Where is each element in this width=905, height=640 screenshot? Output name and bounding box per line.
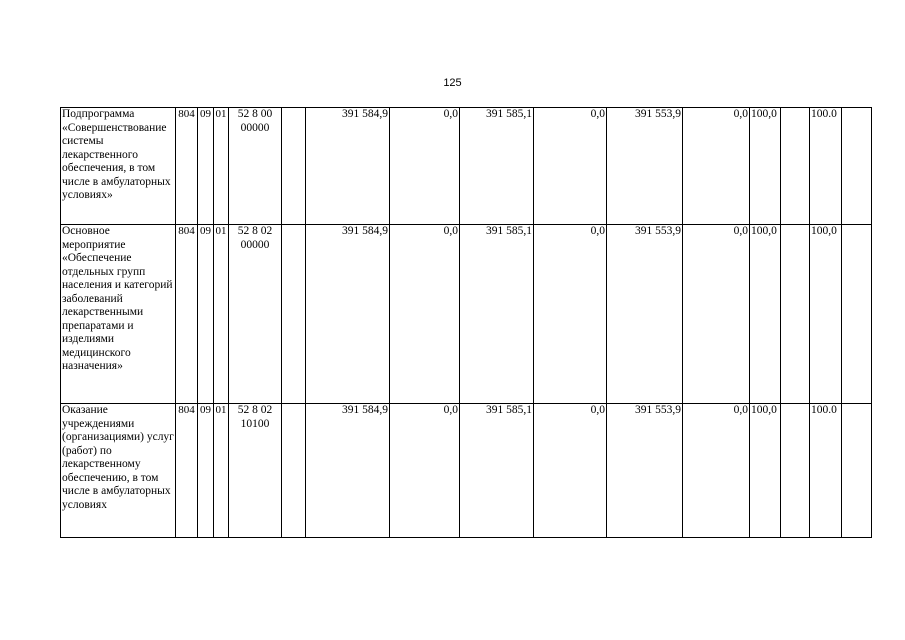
executed-amount: 391 553,9	[607, 108, 683, 225]
refined-subvention: 0,0	[534, 108, 607, 225]
executed-subvention: 0,0	[683, 225, 750, 404]
executed-amount: 391 553,9	[607, 225, 683, 404]
page-number: 125	[443, 77, 462, 89]
refined-subvention: 0,0	[534, 404, 607, 538]
percent-2	[781, 404, 810, 538]
row-name: Оказание учреждениями (организациями) услуг (работ) по лекарственному обеспечению, в том числе в амбулаторных условиях	[61, 404, 176, 538]
ved-code: 804	[176, 404, 198, 538]
pr-code: 01	[214, 225, 229, 404]
percent-1: 100,0	[750, 108, 781, 225]
approved-subvention: 0,0	[390, 108, 460, 225]
percent-1: 100,0	[750, 404, 781, 538]
vr-code	[282, 108, 306, 225]
percent-1: 100,0	[750, 225, 781, 404]
approved-subvention: 0,0	[390, 404, 460, 538]
refined-subvention: 0,0	[534, 225, 607, 404]
executed-subvention: 0,0	[683, 108, 750, 225]
percent-2	[781, 108, 810, 225]
rz-code: 09	[198, 108, 214, 225]
vr-code	[282, 404, 306, 538]
approved-amount: 391 584,9	[306, 404, 390, 538]
approved-subvention: 0,0	[390, 225, 460, 404]
rz-code: 09	[198, 225, 214, 404]
percent-4	[842, 225, 872, 404]
table-row	[61, 108, 872, 225]
refined-amount: 391 585,1	[460, 404, 534, 538]
percent-3: 100.0	[810, 108, 842, 225]
vr-code	[282, 225, 306, 404]
executed-subvention: 0,0	[683, 404, 750, 538]
refined-amount: 391 585,1	[460, 108, 534, 225]
table-row	[61, 225, 872, 404]
percent-3: 100.0	[810, 404, 842, 538]
refined-amount: 391 585,1	[460, 225, 534, 404]
pr-code: 01	[214, 404, 229, 538]
csr-code: 52 8 02 10100	[229, 404, 282, 538]
executed-amount: 391 553,9	[607, 404, 683, 538]
ved-code: 804	[176, 108, 198, 225]
csr-code: 52 8 00 00000	[229, 108, 282, 225]
rz-code: 09	[198, 404, 214, 538]
approved-amount: 391 584,9	[306, 225, 390, 404]
budget-table	[60, 107, 872, 538]
percent-3: 100,0	[810, 225, 842, 404]
percent-2	[781, 225, 810, 404]
row-name: Подпрограмма «Совершенствование системы лекарственного обеспечения, в том числе в амбулаторных условиях»	[61, 108, 176, 225]
ved-code: 804	[176, 225, 198, 404]
approved-amount: 391 584,9	[306, 108, 390, 225]
table-row	[61, 404, 872, 538]
percent-4	[842, 404, 872, 538]
pr-code: 01	[214, 108, 229, 225]
csr-code: 52 8 02 00000	[229, 225, 282, 404]
percent-4	[842, 108, 872, 225]
row-name: Основное мероприятие «Обеспечение отдельных групп населения и категорий заболеваний лекарственными препаратами и изделиями медицинского назначения»	[61, 225, 176, 404]
